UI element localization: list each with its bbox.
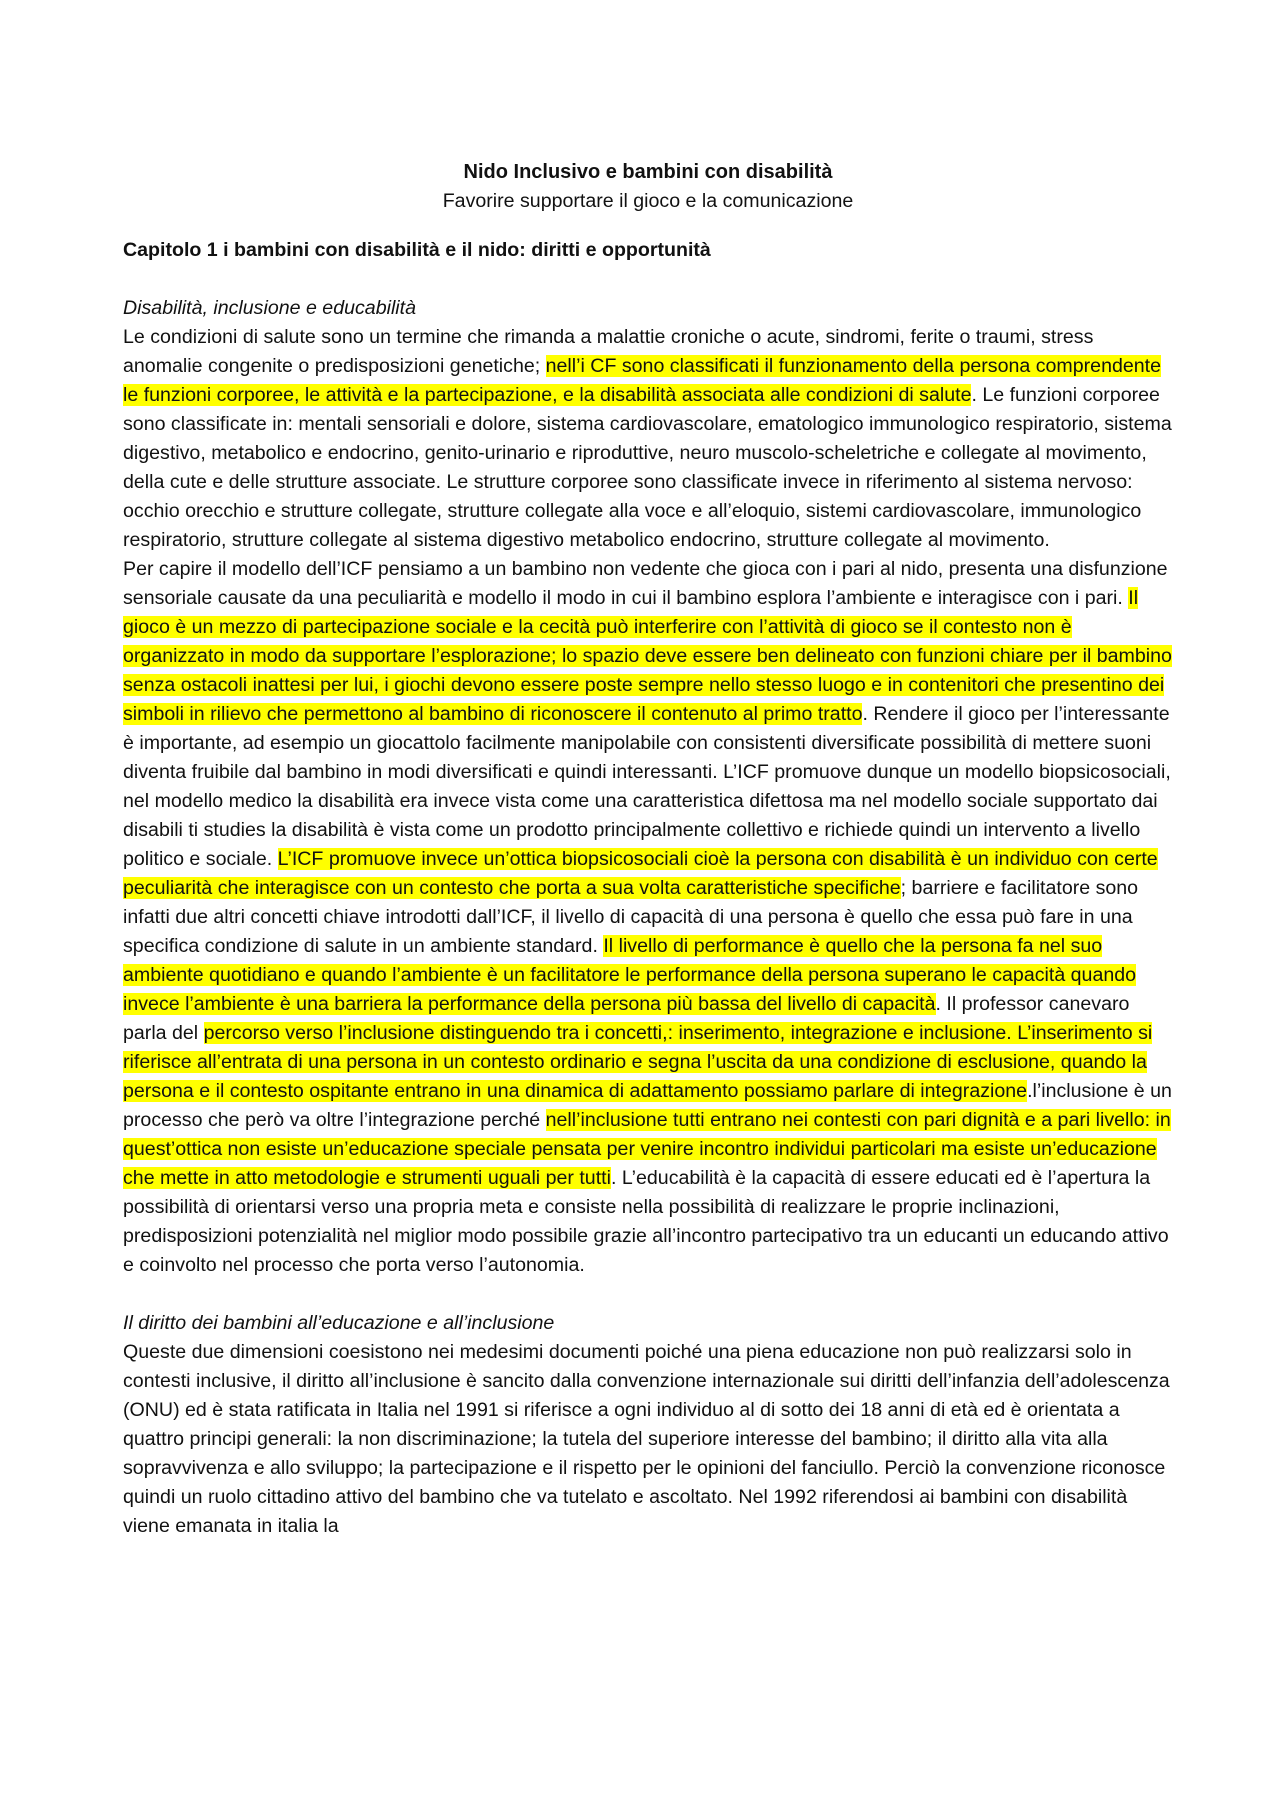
document-title: Nido Inclusivo e bambini con disabilità xyxy=(463,161,833,183)
highlighted-text: L’ICF promuove invece un’ottica biopsicosociali cioè la persona con disabilità è un individuo con certe peculiarità che interagisce con un contesto che porta a sua volta caratteristiche specifiche xyxy=(123,848,1158,899)
highlighted-text: nell’i CF sono classificati il funzionamento della persona comprendente le funzioni corporee, le attività e la partecipazione, e la disabilità associata alle condizioni di salute xyxy=(123,355,1161,406)
highlighted-text: nell’inclusione tutti entrano nei contesti con pari dignità e a pari livello: in quest’ottica non esiste un’educazione speciale pensata per venire incontro individui particolari ma esiste un’educazione che mette in atto metodologie e strumenti uguali per tutti xyxy=(123,1109,1171,1189)
paragraph xyxy=(123,1338,1173,1541)
highlighted-text: Il livello di performance è quello che la persona fa nel suo ambiente quotidiano e quando l’ambiente è un facilitatore le performance della persona superano le capacità quando invece l’ambiente è una barriera la performance della persona più bassa del livello di capacità xyxy=(123,935,1137,1015)
text-run: Le condizioni di salute sono un termine che rimanda a malattie croniche o acute, sindromi, ferite o traumi, stress anomalie congenite o predisposizioni genetiche; xyxy=(123,326,1094,377)
paragraph xyxy=(123,555,1173,1280)
text-run: .l’inclusione è un processo che però va oltre l’integrazione perché xyxy=(123,1080,1172,1131)
highlighted-text: percorso verso l’inclusione distinguendo tra i concetti,: inserimento, integrazione e inclusione. L’inserimento si riferisce all’entrata di una persona in un contesto ordinario e segna l’uscita da una condizione di esclusione, quando la persona e il contesto ospitante entrano in una dinamica di adattamento possiamo parlare di integrazione xyxy=(123,1022,1153,1102)
text-run: Per capire il modello dell’ICF pensiamo a un bambino non vedente che gioca con i pari al nido, presenta una disfunzione sensoriale causate da una peculiarità e modello il modo in cui il bambino esplora l’ambiente e interagisce con i pari. xyxy=(123,558,1168,609)
text-run: . Rendere il gioco per l’interessante è importante, ad esempio un giocattolo facilmente manipolabile con consistenti diversificate possibilità di mettere suoni diventa fruibile dal bambino in modi diversificati e quindi interessanti. L’ICF promuove dunque un modello biopsicosociali, nel modello medico la disabilità era invece vista come una caratteristica difettosa ma nel modello sociale supportato dai disabili ti studies la disabilità è vista come un prodotto principalmente collettivo e richiede quindi un intervento a livello politico e sociale. xyxy=(123,703,1171,870)
chapter-heading: Capitolo 1 i bambini con disabilità e il nido: diritti e opportunità xyxy=(123,239,711,261)
text-run: . Il professor canevaro parla del xyxy=(123,993,1130,1044)
text-run: Queste due dimensioni coesistono nei medesimi documenti poiché una piena educazione non può realizzarsi solo in contesti inclusive, il diritto all’inclusione è sancito dalla convenzione internazionale sui diritti dell’infanzia dell’adolescenza (ONU) ed è stata ratificata in Italia nel 1991 si riferisce a ogni individuo al di sotto dei 18 anni di età ed è orientata a quattro principi generali: la non discriminazione; la tutela del superiore interesse del bambino; il diritto alla vita alla sopravvivenza e allo sviluppo; la partecipazione e il rispetto per le opinioni del fanciullo. Perciò la convenzione riconosce quindi un ruolo cittadino attivo del bambino che va tutelato e ascoltato. Nel 1992 riferendosi ai bambini con disabilità viene emanata in italia la xyxy=(123,1341,1170,1537)
document-page xyxy=(123,158,1173,1541)
section-heading-diritto: Il diritto dei bambini all’educazione e all’inclusione xyxy=(123,1312,555,1334)
text-run: ; barriere e facilitatore sono infatti due altri concetti chiave introdotti dall’ICF, il livello di capacità di una persona è quello che essa può fare in una specifica condizione di salute in un ambiente standard. xyxy=(123,877,1139,957)
text-run: . Le funzioni corporee sono classificate in: mentali sensoriali e dolore, sistema cardiovascolare, ematologico immunologico respiratorio, sistema digestivo, metabolico e endocrino, genito-urinario e riproduttive, neuro muscolo-scheletriche e collegate al movimento, della cute e delle strutture associate. Le strutture corporee sono classificate invece in riferimento al sistema nervoso: occhio orecchio e strutture collegate, strutture collegate alla voce e all’eloquio, sistemi cardiovascolare, immunologico respiratorio, strutture collegate al sistema digestivo metabolico endocrino, strutture collegate al movimento. xyxy=(123,384,1172,551)
section-heading-disabilita: Disabilità, inclusione e educabilità xyxy=(123,297,416,319)
document-subtitle: Favorire supportare il gioco e la comunicazione xyxy=(442,190,854,212)
paragraph xyxy=(123,323,1173,555)
highlighted-text: Il gioco è un mezzo di partecipazione sociale e la cecità può interferire con l’attività di gioco se il contesto non è organizzato in modo da supportare l’esplorazione; lo spazio deve essere ben delineato con funzioni chiare per il bambino senza ostacoli inattesi per lui, i giochi devono essere poste sempre nello stesso luogo e in contenitori che presentino dei simboli in rilievo che permettono al bambino di riconoscere il contenuto al primo tratto xyxy=(123,587,1172,725)
text-run: . L’educabilità è la capacità di essere educati ed è l’apertura la possibilità di orientarsi verso una propria meta e consiste nella possibilità di realizzare le proprie inclinazioni, predisposizioni potenzialità nel miglior modo possibile grazie all’incontro partecipativo tra un educanti un educando attivo e coinvolto nel processo che porta verso l’autonomia. xyxy=(123,1167,1169,1276)
